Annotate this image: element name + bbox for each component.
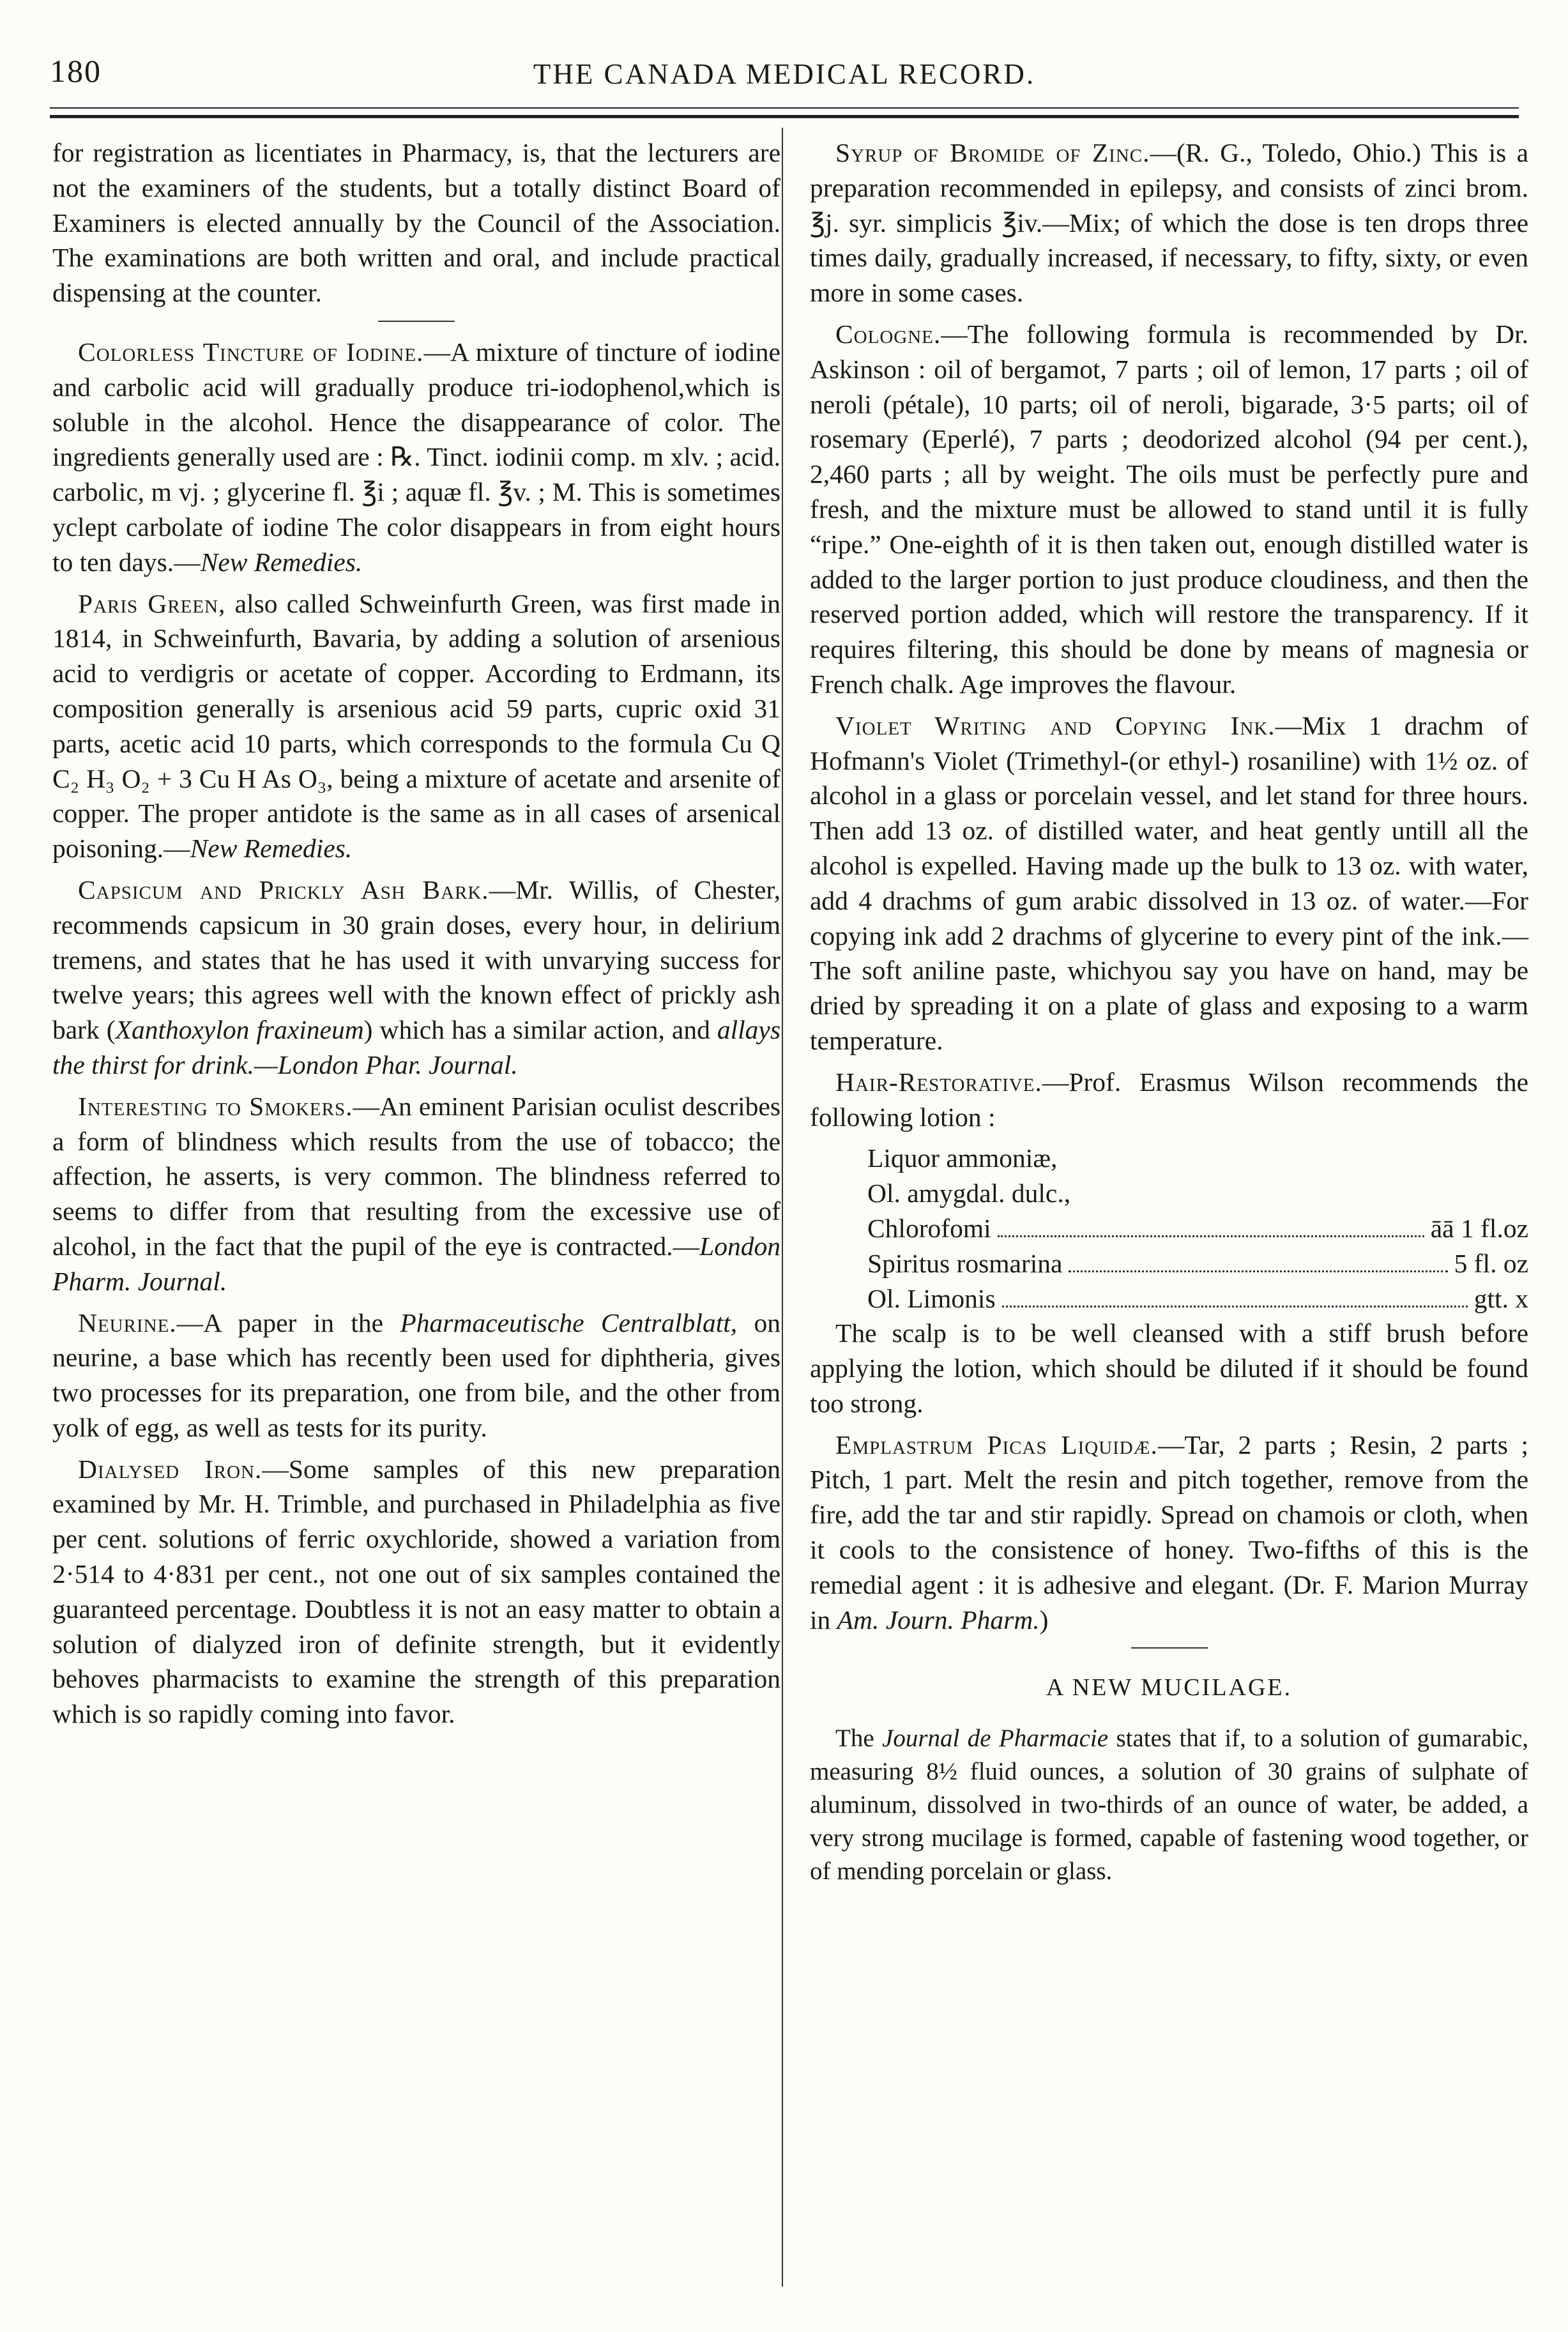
article-paris-green xyxy=(52,586,780,866)
article-heading: Colorless Tincture of Iodine. xyxy=(78,337,424,367)
article-body: —(R. G., Toledo, Ohio.) This is a preparation recommended in epilepsy, and consists of zinci brom. ℥j. syr. simplicis ℥iv.—Mix; of which the dose is ten drops three times daily, gradually increased, if necessary, to fifty, sixty, or even more in some cases. xyxy=(810,138,1528,308)
recipe-ingredient: Ol. amygdal. dulc., xyxy=(867,1178,1071,1208)
page-header xyxy=(50,52,1519,110)
article-heading: Hair-Restorative. xyxy=(835,1067,1042,1097)
article-body: —A paper in the xyxy=(176,1307,400,1337)
article-violet-ink xyxy=(810,708,1528,1058)
article-italic: Journal de Pharmacie xyxy=(882,1725,1109,1753)
article-body: ) xyxy=(1039,1604,1049,1635)
column-divider xyxy=(782,128,783,2287)
article-capsicum xyxy=(52,873,780,1083)
recipe-ingredient: Ol. Limonis xyxy=(867,1283,996,1313)
article-heading: Interesting to Smokers. xyxy=(78,1091,353,1121)
recipe-amount: 5 fl. oz xyxy=(1454,1248,1528,1278)
article-cologne xyxy=(810,317,1528,702)
article-heading: Dialysed Iron. xyxy=(78,1454,263,1484)
article-emplastrum xyxy=(810,1428,1528,1638)
article-body: The xyxy=(835,1725,883,1753)
article-italic: Pharmaceutische Centralblatt, xyxy=(400,1307,738,1337)
article-source: allays the thirst for drink.—London Phar. Journal. xyxy=(52,1015,781,1079)
recipe-ingredient: Chlorofomi xyxy=(867,1213,991,1243)
dot-leader xyxy=(998,1235,1424,1237)
recipe-amount: gtt. x xyxy=(1473,1283,1528,1313)
article-italic: Xanthoxylon fraxineum xyxy=(115,1015,364,1045)
hair-restorative-instructions: The scalp is to be well cleansed with a stiff brush before applying the lotion, which should be diluted if it should be found too strong. xyxy=(810,1318,1528,1418)
article-body: on neurine, a base which has recently been used for diphtheria, gives two processes for its preparation, one from bile, and the other from yolk of egg, as well as tests for its purity. xyxy=(52,1307,781,1442)
article-body: —An eminent Parisian oculist describes a form of blindness which results from the use of tobacco; the affection, he asserts, is very common. The blindness referred to seems to differ from that resulting from the excessive use of alcohol, in the fact that the pupil of the eye is contracted.— xyxy=(52,1091,780,1261)
dot-leader xyxy=(1002,1306,1468,1307)
article-source: New Remedies. xyxy=(200,547,363,577)
article-syrup-bromide xyxy=(810,135,1528,310)
page-number: 180 xyxy=(50,53,102,89)
section-title-mucilage: A NEW MUCILAGE. xyxy=(1046,1674,1293,1702)
header-rule xyxy=(50,107,1519,109)
article-italic: Am. Journ. Pharm. xyxy=(837,1604,1040,1635)
recipe-amount: āā 1 fl.oz xyxy=(1430,1213,1528,1243)
right-column xyxy=(810,135,1528,1894)
article-heading: Emplastrum Picas Liquidæ. xyxy=(835,1429,1158,1459)
recipe-ingredient: Liquor ammoniæ, xyxy=(867,1143,1058,1173)
article-neurine xyxy=(52,1306,780,1445)
article-body: —Mr. Willis, of Chester, recommends capsicum in 30 grain doses, every hour, in delirium tremens, and states that he has used it with unvarying success for twelve years; this agrees well with the known effect of prickly ash bark ( xyxy=(52,874,781,1045)
article-source: New Remedies. xyxy=(190,834,353,864)
running-title: THE CANADA MEDICAL RECORD. xyxy=(533,58,1036,90)
article-body: —Mix 1 drachm of Hofmann's Violet (Trimethyl-(or ethyl-) rosaniline) with 1½ oz. of alcohol in a glass or porcelain vessel, and let stand for three hours. Then add 13 oz. of distilled water, and heat gently untill all the alcohol is expelled. Having made up the bulk to 13 oz. with water, add 4 drachms of gum arabic dissolved in 13 oz. of water.—For copying ink add 2 drachms of glycerine to every pint of the ink.—The soft aniline paste, whichyou say you have on hand, may be dried by spreading it on a plate of glass and exposing to a warm temperature. xyxy=(810,710,1528,1055)
article-new-mucilage xyxy=(810,1722,1528,1888)
recipe-list xyxy=(867,1141,1528,1316)
article-hair-restorative xyxy=(810,1065,1528,1135)
article-heading: Cologne. xyxy=(835,319,941,349)
paragraph-registration: for registration as licentiates in Pharmacy, is, that the lecturers are not the examiners of the students, but a totally distinct Board of Examiners is elected annually by the Council of the Association. The examinations are both written and oral, and include practical dispensing at the counter. xyxy=(52,138,780,308)
article-body: ) which has a similar action, and xyxy=(363,1015,717,1045)
article-dialysed-iron xyxy=(52,1452,780,1732)
article-heading: Neurine. xyxy=(78,1307,177,1337)
recipe-line xyxy=(867,1281,1528,1316)
article-body: —Tar, 2 parts ; Resin, 2 parts ; Pitch, 1 part. Melt the resin and pitch together, remove from the fire, add the tar and stir rapidly. Spread on chamois or cloth, when it cools to the consistence of honey. Two-fifths of this is the remedial agent : it is adhesive and elegant. (Dr. F. Marion Murray in xyxy=(810,1429,1529,1635)
article-body: —Prof. Erasmus Wilson recommends the following lotion : xyxy=(810,1067,1528,1132)
article-heading: Paris Green, xyxy=(78,588,226,618)
article-body: also called Schweinfurth Green, was first made in 1814, in Schweinfurth, Bavaria, by adding a solution of arsenious acid to verdigris or acetate of copper. According to Erdmann, its composition generally is arsenious acid 59 parts, cupric oxid 31 parts, acetic acid 10 parts, which corresponds to the formula Cu Q C₂ H₃ O₂ + 3 Cu H As O₃, being a mixture of acetate and arsenite of copper. The proper antidote is the same as in all cases of arsenical poisoning.— xyxy=(52,588,780,864)
recipe-line xyxy=(867,1246,1528,1281)
recipe-line xyxy=(867,1176,1528,1211)
section-divider xyxy=(1131,1647,1208,1649)
article-heading: Violet Writing and Copying Ink. xyxy=(835,710,1275,740)
recipe-ingredient: Spiritus rosmarina xyxy=(867,1248,1063,1278)
article-colorless-iodine xyxy=(52,335,780,580)
article-body: —The following formula is recommended by Dr. Askinson : oil of bergamot, 7 parts ; oil of lemon, 17 parts ; oil of neroli (pétale), 10 parts; oil of neroli, bigarade, 3·5 parts; oil of rosemary (Eperlé), 7 parts ; deodorized alcohol (94 per cent.), 2,460 parts ; all by weight. The oils must be perfectly pure and fresh, and the mixture must be allowed to stand until it is fully “ripe.” One-eighth of it is then taken out, enough distilled water is added to the larger portion to just produce cloudiness, and then the reserved portion added, which will restore the transparency. If it requires filtering, this should be done by means of magnesia or French chalk. Age improves the flavour. xyxy=(810,319,1528,699)
dot-leader xyxy=(1069,1270,1447,1272)
article-body: —A mixture of tincture of iodine and carbolic acid will gradually produce tri-iodophenol,which is soluble in the alcohol. Hence the disappearance of color. The ingredients generally used are : ℞. Tinct. iodinii comp. m xlv. ; acid. carbolic, m vj. ; glycerine fl. ℥i ; aquæ fl. ℥v. ; M. This is sometimes yclept carbolate of iodine The color disappears in from eight hours to ten days.— xyxy=(52,337,780,577)
article-body: states that if, to a solution of gumarabic, measuring 8½ fluid ounces, a solution of 30 grains of sulphate of aluminum, dissolved in two-thirds of an ounce of water, be added, a very strong mucilage is formed, capable of fastening wood together, or of mending porcelain or glass. xyxy=(810,1725,1528,1886)
article-heading: Syrup of Bromide of Zinc. xyxy=(835,138,1150,167)
section-divider xyxy=(378,321,455,322)
article-smokers xyxy=(52,1089,780,1299)
left-column xyxy=(52,135,780,1738)
recipe-line xyxy=(867,1141,1528,1176)
article-body: —Some samples of this new preparation examined by Mr. H. Trimble, and purchased in Philadelphia as five per cent. solutions of ferric oxychloride, showed a variation from 2·514 to 4·831 per cent., not one out of six samples contained the guaranteed percentage. Doubtless it is not an easy matter to obtain a solution of dialyzed iron of definite strength, but it evidently behoves pharmacists to examine the strength of this preparation which is so rapidly coming into favor. xyxy=(52,1454,780,1729)
article-source: London Pharm. Journal. xyxy=(52,1231,780,1296)
article-heading: Capsicum and Prickly Ash Bark. xyxy=(78,874,489,904)
recipe-line xyxy=(867,1211,1528,1246)
header-rule-thick xyxy=(50,115,1519,118)
